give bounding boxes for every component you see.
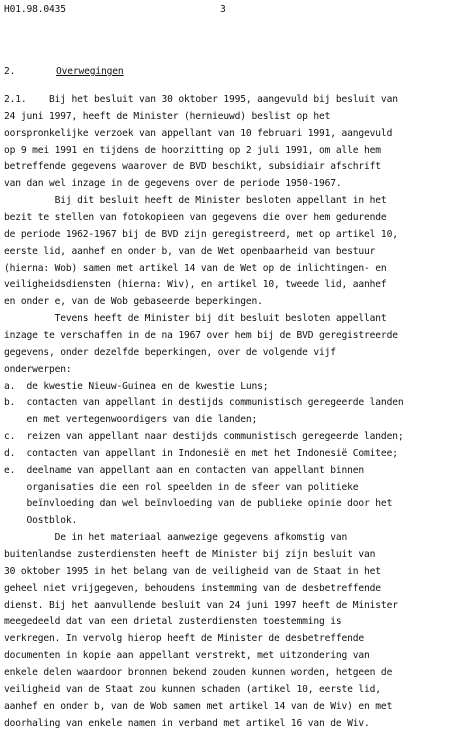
text-line: doorhaling van enkele namen in verband met artikel 16 van de Wiv. (4, 717, 370, 729)
text-line: van dan wel inzage in de gegevens over de periode 1950-1967. (4, 178, 342, 190)
text-line: (hierna: Wob) samen met artikel 14 van de Wet op de inlichtingen- en (4, 262, 387, 274)
text-line: documenten in kopie aan appellant verstrekt, met uitzondering van (4, 650, 370, 662)
text-line: op 9 mei 1991 en tijdens de hoorzitting op 2 juli 1991, om alle hem (4, 144, 381, 156)
text-line: buitenlandse zusterdiensten heeft de Minister bij zijn besluit van (4, 549, 376, 560)
text-line: Bij dit besluit heeft de Minister besloten appellant in het (4, 195, 387, 207)
text-line: en onder e, van de Wob gebaseerde beperkingen. (4, 296, 263, 308)
text-line: Tevens heeft de Minister bij dit besluit besloten appellant (4, 313, 387, 325)
text-line: Oostblok. (4, 515, 78, 527)
text-line: betreffende gegevens waarover de BVD beschikt, subsidiair afschrift (4, 161, 381, 173)
text-line: e. deelname van appellant aan en contacten van appellant binnen (4, 464, 365, 476)
text-line: oorspronkelijke verzoek van appellant van 10 februari 1991, aangevuld (4, 127, 393, 139)
document-reference: H01.98.0435 (4, 4, 66, 15)
text-line: bezit te stellen van fotokopieen van gegevens die over hem gedurende (4, 212, 387, 223)
page-number: 3 (220, 4, 226, 15)
text-line: meegedeeld dat van een drietal zusterdiensten toestemming is (4, 616, 342, 628)
text-line: eerste lid, aanhef en onder b, van de Wet openbaarheid van bestuur (4, 245, 376, 257)
text-line: 24 juni 1997, heeft de Minister (hernieuwd) beslist op het (4, 110, 331, 122)
text-line: aanhef en onder b, van de Wob samen met artikel 14 van de Wiv) en met (4, 700, 393, 712)
text-line: beïnvloeding dan wel beïnvloeding van de publieke opinie door het (4, 498, 393, 510)
text-line: dienst. Bij het aanvullende besluit van 24 juni 1997 heeft de Minister (4, 599, 398, 611)
text-line: 30 oktober 1995 in het belang van de veiligheid van de Staat in het (4, 565, 381, 577)
text-line: De in het materiaal aanwezige gegevens afkomstig van (4, 532, 348, 544)
text-line: gegevens, onder dezelfde beperkingen, over de volgende vijf (4, 346, 336, 358)
text-line: onderwerpen: (4, 363, 72, 375)
text-line: c. reizen van appellant naar destijds communistisch geregeerde landen; (4, 431, 404, 442)
text-line: de periode 1962-1967 bij de BVD zijn geregistreerd, met op artikel 10, (4, 228, 398, 240)
text-line: b. contacten van appellant in destijds communistisch geregeerde landen (4, 397, 404, 409)
section-number: 2. (4, 66, 16, 77)
text-line: enkele delen waardoor bronnen bekend zouden kunnen worden, hetgeen de (4, 666, 393, 678)
text-line: veiligheidsdiensten (hierna: Wiv), en artikel 10, tweede lid, aanhef (4, 279, 387, 291)
text-line: veiligheid van de Staat zou kunnen schaden (artikel 10, eerste lid, (4, 683, 381, 695)
text-line: a. de kwestie Nieuw-Guinea en de kwestie Luns; (4, 380, 269, 392)
section-title: Overwegingen (56, 66, 124, 77)
text-line: en met vertegenwoordigers van die landen; (4, 414, 258, 426)
text-line: geheel niet vrijgegeven, behoudens instemming van de desbetreffende (4, 582, 381, 594)
text-line: organisaties die een rol speelden in de sfeer van politieke (4, 481, 359, 493)
text-line: d. contacten van appellant in Indonesië en met het Indonesië Comitee; (4, 447, 398, 459)
text-line: verkregen. In vervolg hierop heeft de Minister de desbetreffende (4, 633, 365, 645)
text-line: inzage te verschaffen in de na 1967 over hem bij de BVD geregistreerde (4, 329, 398, 341)
text-line: 2.1. Bij het besluit van 30 oktober 1995, aangevuld bij besluit van (4, 94, 398, 105)
